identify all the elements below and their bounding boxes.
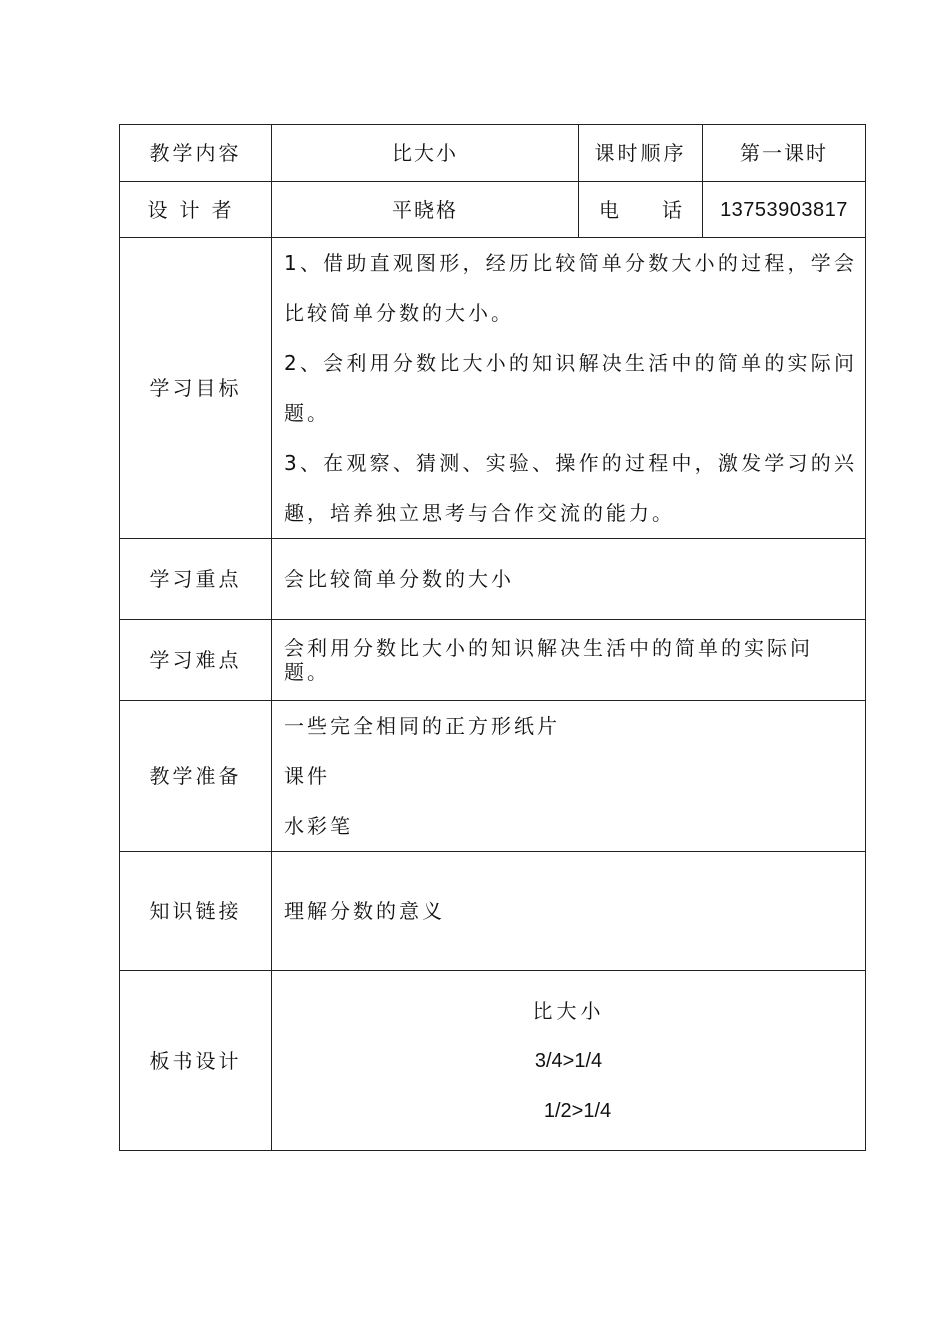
row-learning-goals (120, 238, 866, 539)
prep-item-3: 水彩笔 (284, 814, 353, 838)
value-lesson-content: 比大小 (272, 125, 579, 182)
row-lesson-content (120, 125, 866, 182)
row-key-points (120, 539, 866, 620)
goal-item-2: 2、会利用分数比大小的知识解决生活中的简单的实际问题。 (284, 351, 857, 425)
value-key-points: 会比较简单分数的大小 (272, 539, 866, 620)
label-key-points: 学习重点 (120, 539, 272, 620)
value-learning-goals (272, 238, 866, 539)
board-line-2: 1/2>1/4 (543, 1099, 612, 1122)
row-board-design (120, 971, 866, 1151)
row-knowledge-link (120, 852, 866, 971)
label-preparation: 教学准备 (120, 701, 272, 852)
label-difficulties: 学习难点 (120, 620, 272, 701)
lesson-plan-table (119, 124, 866, 1151)
goal-item-1: 1、借助直观图形，经历比较简单分数大小的过程，学会比较简单分数的大小。 (284, 251, 857, 325)
label-phone-char2: 话 (662, 197, 682, 222)
prep-item-2: 课件 (284, 764, 330, 788)
goal-item-3: 3、在观察、猜测、实验、操作的过程中，激发学习的兴趣，培养独立思考与合作交流的能力。 (284, 451, 857, 525)
row-difficulties (120, 620, 866, 701)
value-knowledge-link: 理解分数的意义 (272, 852, 866, 971)
label-knowledge-link: 知识链接 (120, 852, 272, 971)
value-phone: 13753903817 (703, 182, 866, 238)
label-phone (579, 182, 703, 238)
prep-item-1: 一些完全相同的正方形纸片 (284, 714, 560, 738)
value-board-design (272, 971, 866, 1151)
board-line-1: 3/4>1/4 (534, 1049, 603, 1072)
label-lesson-order: 课时顺序 (579, 125, 703, 182)
label-board-design: 板书设计 (120, 971, 272, 1151)
label-lesson-content: 教学内容 (120, 125, 272, 182)
board-title: 比大小 (532, 998, 605, 1023)
label-learning-goals: 学习目标 (120, 238, 272, 539)
value-designer: 平晓格 (272, 182, 579, 238)
value-difficulties: 会利用分数比大小的知识解决生活中的简单的实际问题。 (272, 620, 866, 701)
label-designer: 设计者 (120, 182, 272, 238)
value-preparation (272, 701, 866, 852)
value-lesson-order: 第一课时 (703, 125, 866, 182)
label-phone-char1: 电 (599, 197, 619, 222)
row-preparation (120, 701, 866, 852)
row-designer (120, 182, 866, 238)
